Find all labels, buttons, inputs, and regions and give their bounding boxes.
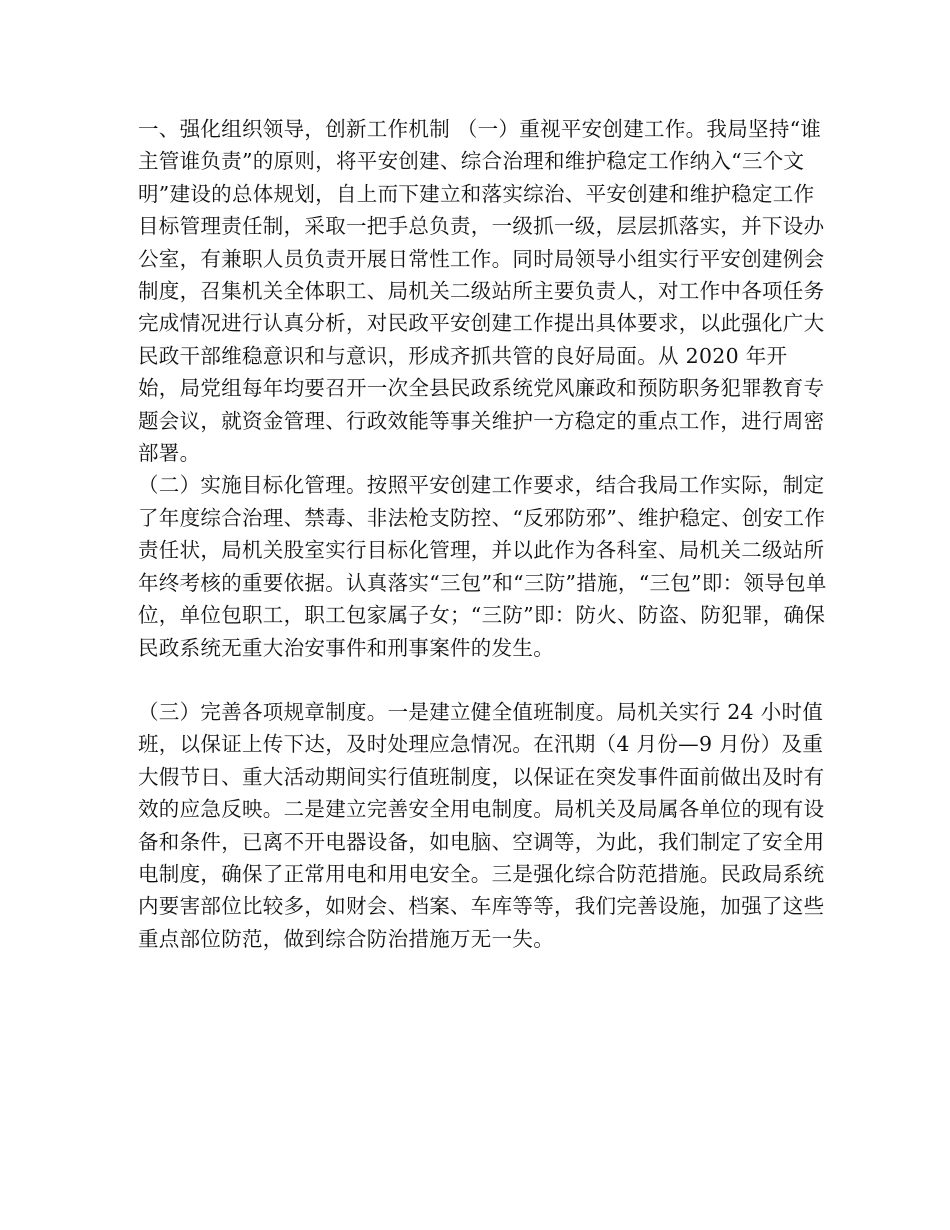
paragraph-spacer	[138, 664, 828, 696]
paragraph-2: （二）实施目标化管理。按照平安创建工作要求，结合我局工作实际，制定了年度综合治理、禁毒、非法枪支防控、“反邪防邪”、维护稳定、创安工作责任状，局机关股室实行目标化管理，并以此作为各科室、局机关二级站所年终考核的重要依据。认真落实“三包”和“三防”措施，“三包”即：领导包单位，单位包职工，职工包家属子女；“三防”即：防火、防盗、防犯罪，确保民政系统无重大治安事件和刑事案件的发生。	[138, 473, 827, 660]
paragraph-3: （三）完善各项规章制度。一是建立健全值班制度。局机关实行 24 小时值班，以保证上传下达，及时处理应急情况。在汛期（4 月份—9 月份）及重大假节日、重大活动期间实行值班制度，以保证在突发事件面前做出及时有效的应急反映。二是建立完善安全用电制度。局机关及局属各单位的现有设备和条件，已离不开电器设备，如电脑、空调等，为此，我们制定了安全用电制度，确保了正常用电和用电安全。三是强化综合防范措施。民政局系统内要害部位比较多，如财会、档案、车库等等，我们完善设施，加强了这些重点部位防范，做到综合防治措施万无一失。	[138, 699, 825, 951]
document-body	[138, 113, 828, 955]
paragraph-1: 一、强化组织领导，创新工作机制 （一）重视平安创建工作。我局坚持“谁主管谁负责”的原则，将平安创建、综合治理和维护稳定工作纳入“三个文明”建设的总体规划，自上而下建立和落实综治、平安创建和维护稳定工作目标管理责任制，采取一把手总负责，一级抓一级，层层抓落实，并下设办公室，有兼职人员负责开展日常性工作。同时局领导小组实行平安创建例会制度，召集机关全体职工、局机关二级站所主要负责人，对工作中各项任务完成情况进行认真分析，对民政平安创建工作提出具体要求，以此强化广大民政干部维稳意识和与意识，形成齐抓共管的良好局面。从 2020 年开始，局党组每年均要召开一次全县民政系统党风廉政和预防职务犯罪教育专题会议，就资金管理、行政效能等事关维护一方稳定的重点工作，进行周密部署。	[138, 117, 825, 466]
